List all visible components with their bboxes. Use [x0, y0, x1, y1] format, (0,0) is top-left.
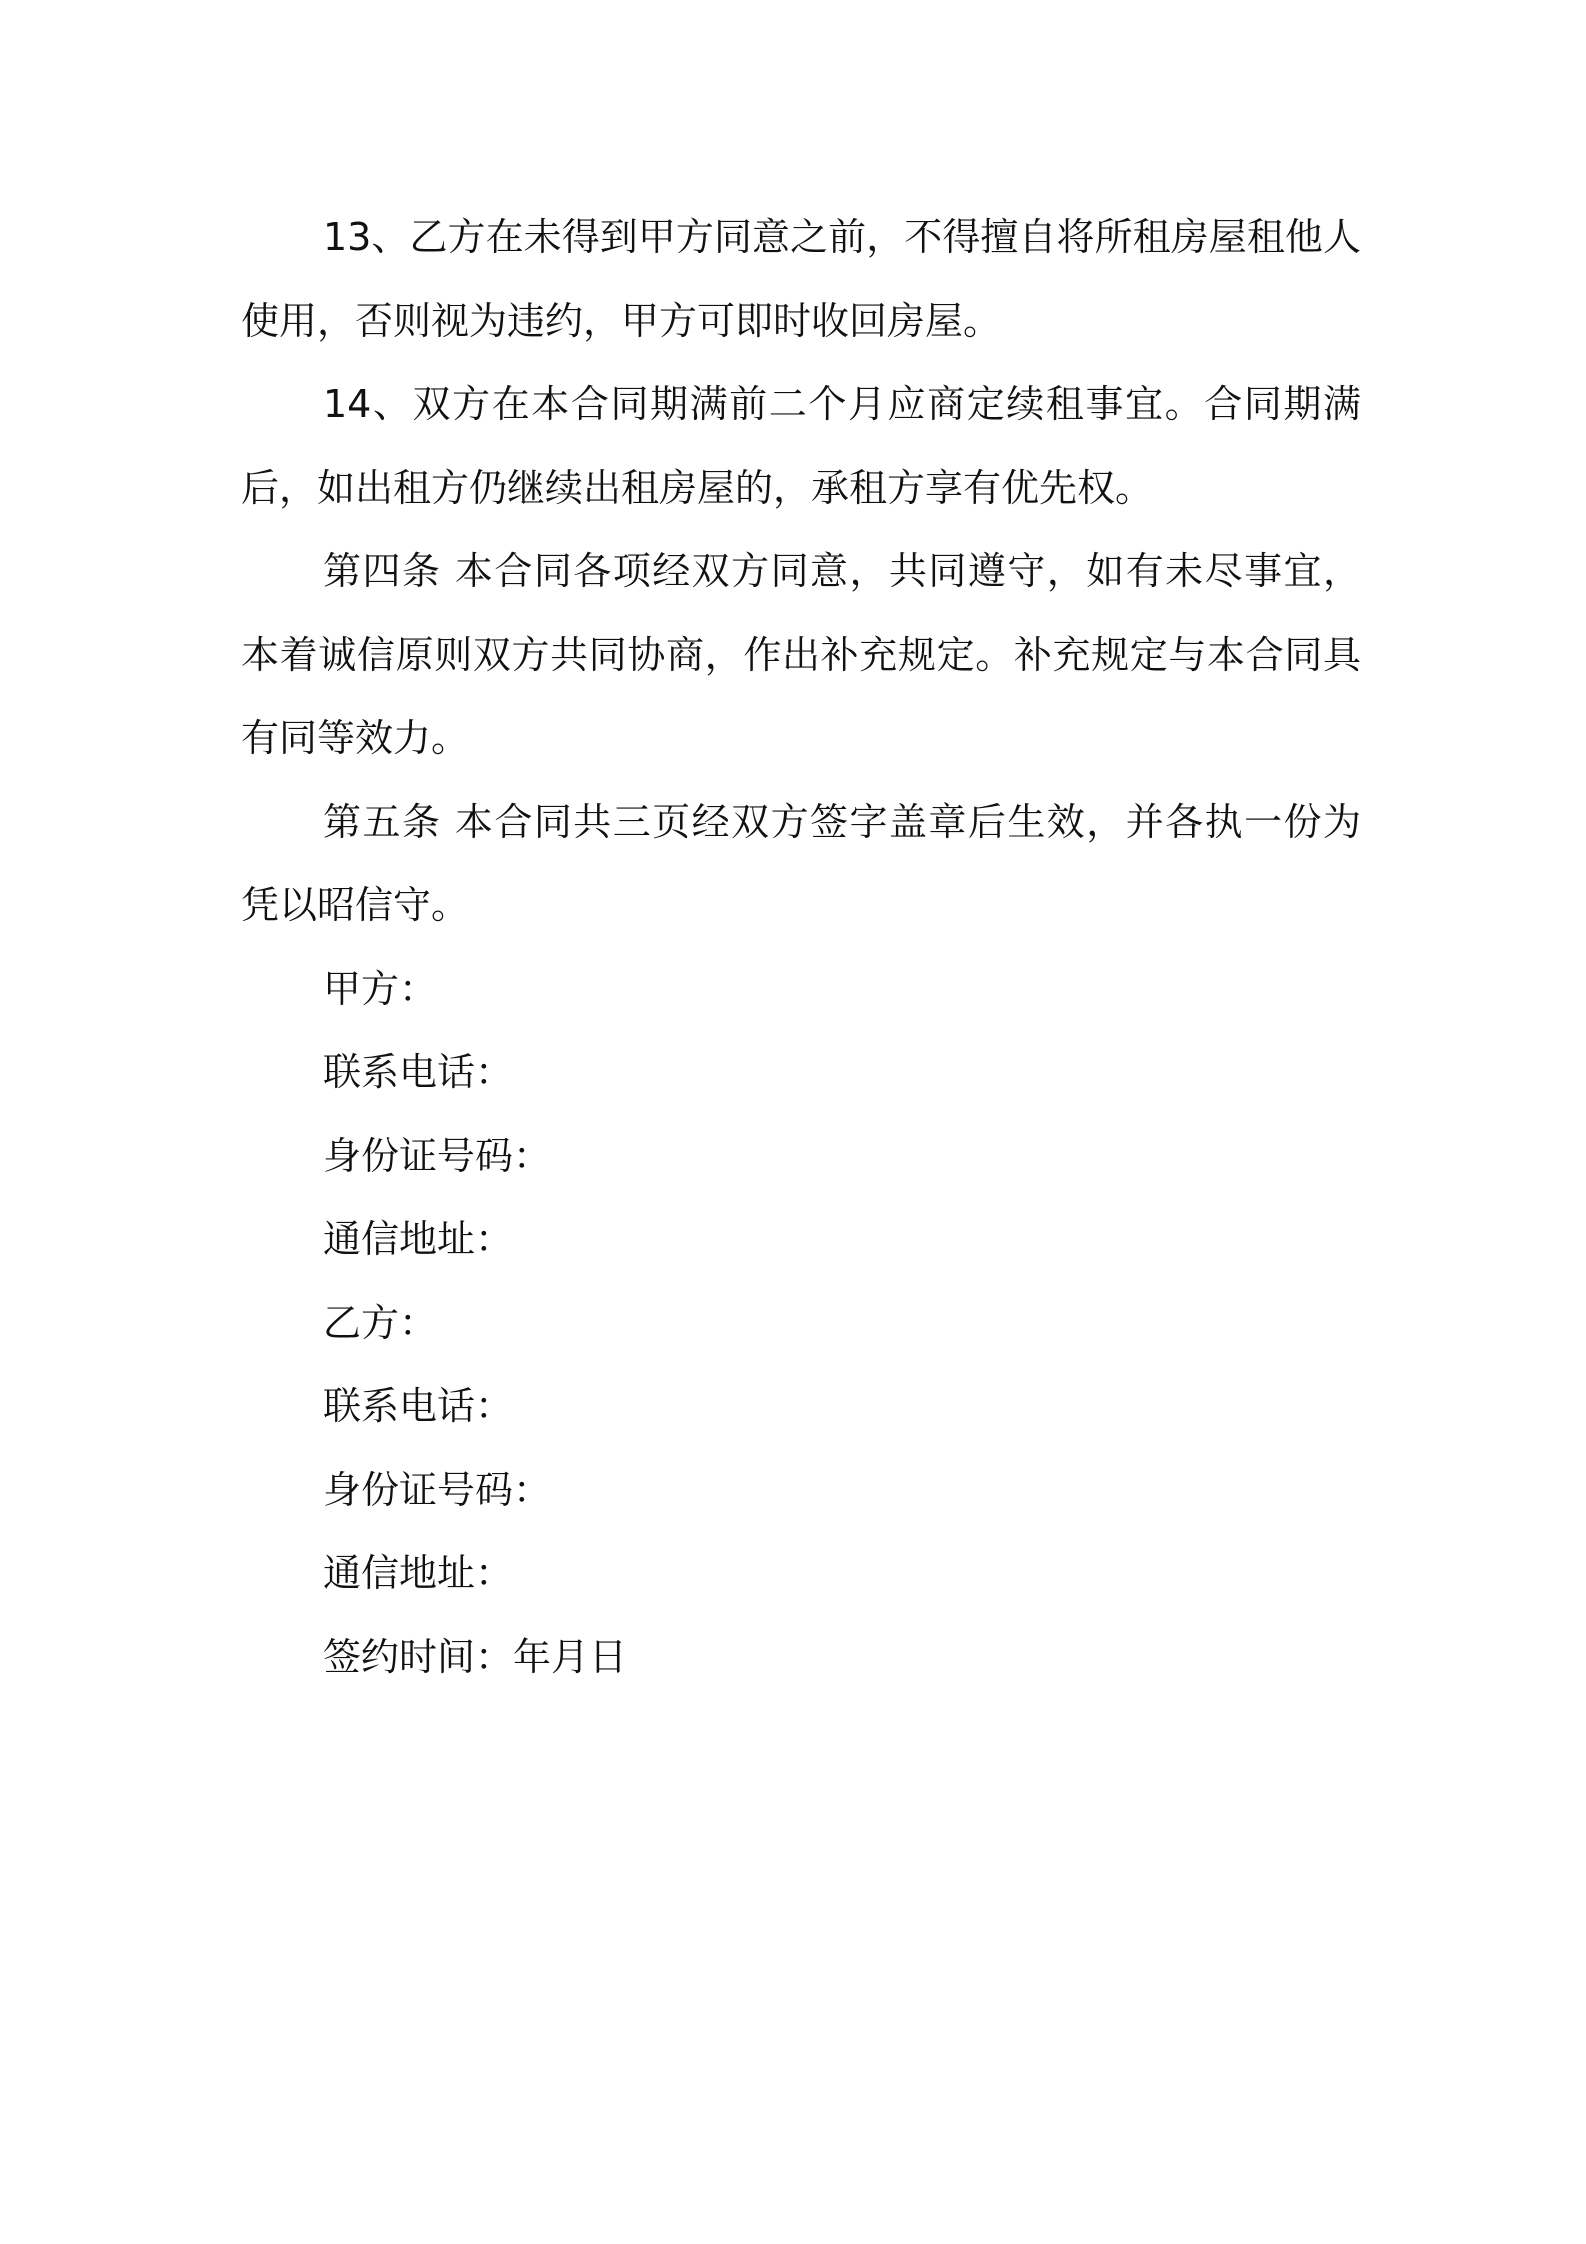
- party-a-address-label: 通信地址：: [323, 1217, 514, 1261]
- article-5: 第五条 本合同共三页经双方签字盖章后生效，并各执一份为凭以昭信守。: [241, 799, 1361, 927]
- party-a-phone-label: 联系电话：: [323, 1050, 514, 1094]
- party-a-id-label: 身份证号码：: [323, 1133, 552, 1178]
- signing-date-label: 签约时间：年月日: [323, 1634, 628, 1679]
- party-a-label: 甲方：: [323, 966, 438, 1011]
- contract-body: [241, 196, 1361, 1699]
- clause-14: 14、双方在本合同期满前二个月应商定续租事宜。合同期满后，如出租方仍继续出租房屋的，承租方享有优先权。: [241, 382, 1361, 510]
- article-4: 第四条 本合同各项经双方同意，共同遵守，如有未尽事宜，本着诚信原则双方共同协商，作出补充规定。补充规定与本合同具有同等效力。: [241, 549, 1361, 760]
- party-b-address-label: 通信地址：: [323, 1551, 514, 1595]
- party-b-id-label: 身份证号码：: [323, 1467, 552, 1512]
- clause-13: 13、乙方在未得到甲方同意之前，不得擅自将所租房屋租他人使用，否则视为违约，甲方可即时收回房屋。: [241, 215, 1361, 343]
- party-b-phone-label: 联系电话：: [323, 1384, 514, 1428]
- party-b-label: 乙方：: [323, 1300, 438, 1345]
